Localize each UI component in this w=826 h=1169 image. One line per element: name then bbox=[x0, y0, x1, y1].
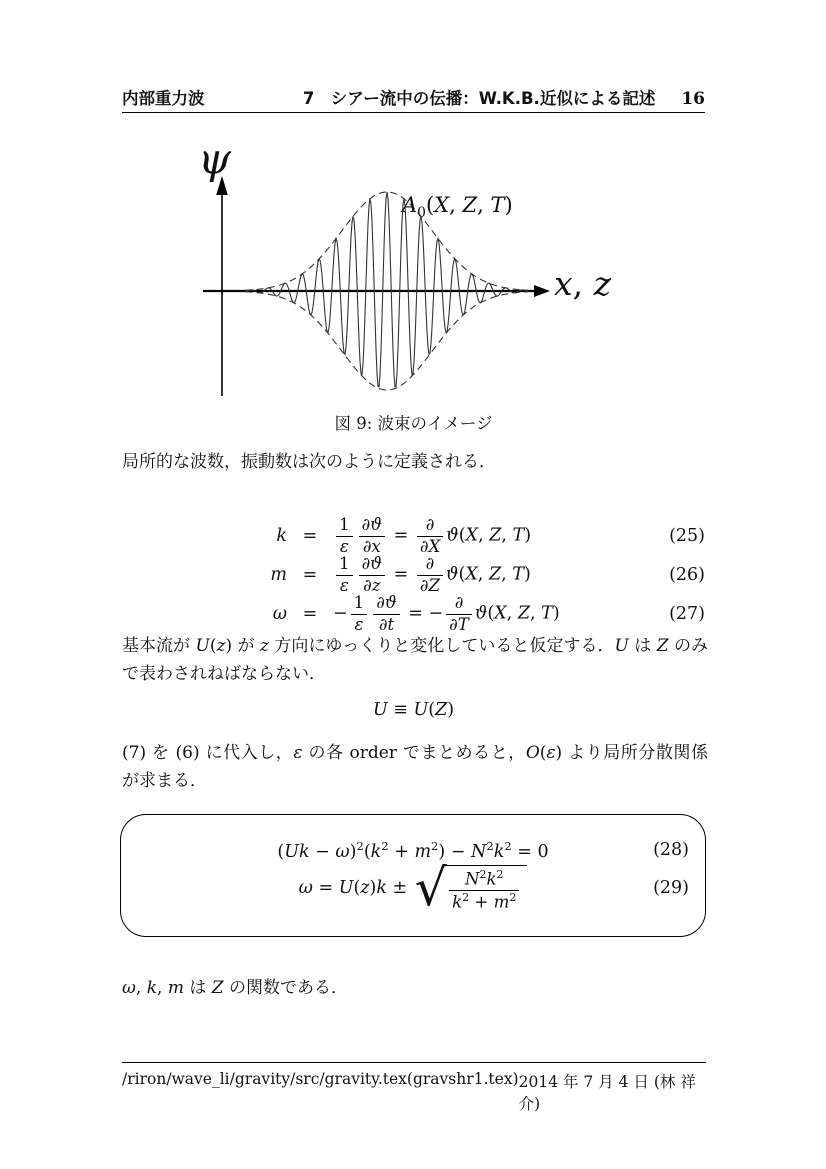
eq25-rhs: $\frac{1}{\varepsilon}$ $\frac{\partial ϑ}{\partial x}$ = $\frac{\partial}{\partial X}$ ϑ(X, Z, T) bbox=[333, 516, 649, 556]
equation-U-of-Z: U ≡ U(Z) bbox=[372, 700, 455, 720]
eq26-number: (26) bbox=[669, 565, 705, 586]
equation-group-wavenumber-definitions bbox=[122, 516, 705, 632]
carrier-wave-curve bbox=[245, 192, 528, 387]
eq25-number: (25) bbox=[669, 526, 705, 547]
equation-28 bbox=[121, 839, 705, 862]
eq28-number: (28) bbox=[653, 840, 689, 861]
equation-26 bbox=[122, 555, 705, 593]
eq25-lhs: k bbox=[276, 526, 287, 547]
eq28-body: $(Uk - \omega)^2(k^2 + m^2) - N^2k^2 = 0$ bbox=[277, 838, 549, 862]
psi-axis-label: ψ bbox=[198, 134, 231, 183]
eq26-lhs: m bbox=[270, 565, 287, 586]
eq27-lhs: ω bbox=[272, 604, 287, 625]
eq26-relation: = bbox=[302, 565, 318, 586]
eq29-body: ω = U(z)k ± √ $\frac{N^2k^2}{k^2 + m^2}$ bbox=[299, 878, 528, 898]
eq27-relation: = bbox=[302, 604, 318, 625]
xz-axis-label: x, z bbox=[554, 264, 611, 303]
eq29-number: (29) bbox=[653, 878, 689, 899]
paragraph-definitions-intro: 局所的な波数，振動数は次のように定義される． bbox=[122, 452, 496, 472]
equation-29 bbox=[121, 858, 705, 918]
wave-packet-figure bbox=[150, 134, 642, 408]
envelope-amplitude-label: $A_0(X$, Z, T) bbox=[402, 193, 513, 222]
paragraph-functions-of-Z: ω, k, m は Z の関数である． bbox=[122, 978, 348, 998]
equation-25 bbox=[122, 516, 705, 554]
paragraph-basic-flow-assumption: 基本流が U(z) が z 方向にゆっくりと変化していると仮定する．U は Z のみで表わされねばならない． bbox=[122, 636, 709, 684]
xz-axis-arrow-icon bbox=[534, 285, 550, 297]
section-title: 7 シアー流中の伝播：W.K.B.近似による記述 bbox=[302, 89, 656, 108]
page-number: 16 bbox=[681, 89, 705, 109]
footer-source-path: /riron/wave_li/gravity/src/gravity.tex(gravshr1.tex) bbox=[122, 1070, 519, 1088]
paragraph-substitution-order: (7) を (6) に代入し，ε の各 order でまとめると，O(ε) より局所分散関係が求まる． bbox=[122, 743, 708, 791]
dispersion-relation-box bbox=[120, 814, 706, 937]
eq25-relation: = bbox=[302, 526, 318, 547]
page-footer bbox=[122, 1062, 706, 1114]
footer-date-author: 2014 年 7 月 4 日 (林 祥介) bbox=[518, 1073, 696, 1113]
equation-27 bbox=[122, 594, 705, 632]
figure-caption: 図 9: 波束のイメージ bbox=[334, 414, 493, 433]
envelope-bottom-curve bbox=[245, 292, 528, 390]
document-title: 内部重力波 bbox=[122, 89, 205, 108]
eq27-number: (27) bbox=[669, 604, 705, 625]
eq26-rhs: $\frac{1}{\varepsilon}$ $\frac{\partial ϑ}{\partial z}$ = $\frac{\partial}{\partial Z}$ ϑ(X, Z, T) bbox=[333, 555, 649, 595]
eq27-rhs: − $\frac{1}{\varepsilon}$ $\frac{\partial ϑ}{\partial t}$ = − $\frac{\partial}{\partial T}$ ϑ(X, Z, T) bbox=[333, 593, 560, 634]
running-header bbox=[122, 85, 705, 113]
